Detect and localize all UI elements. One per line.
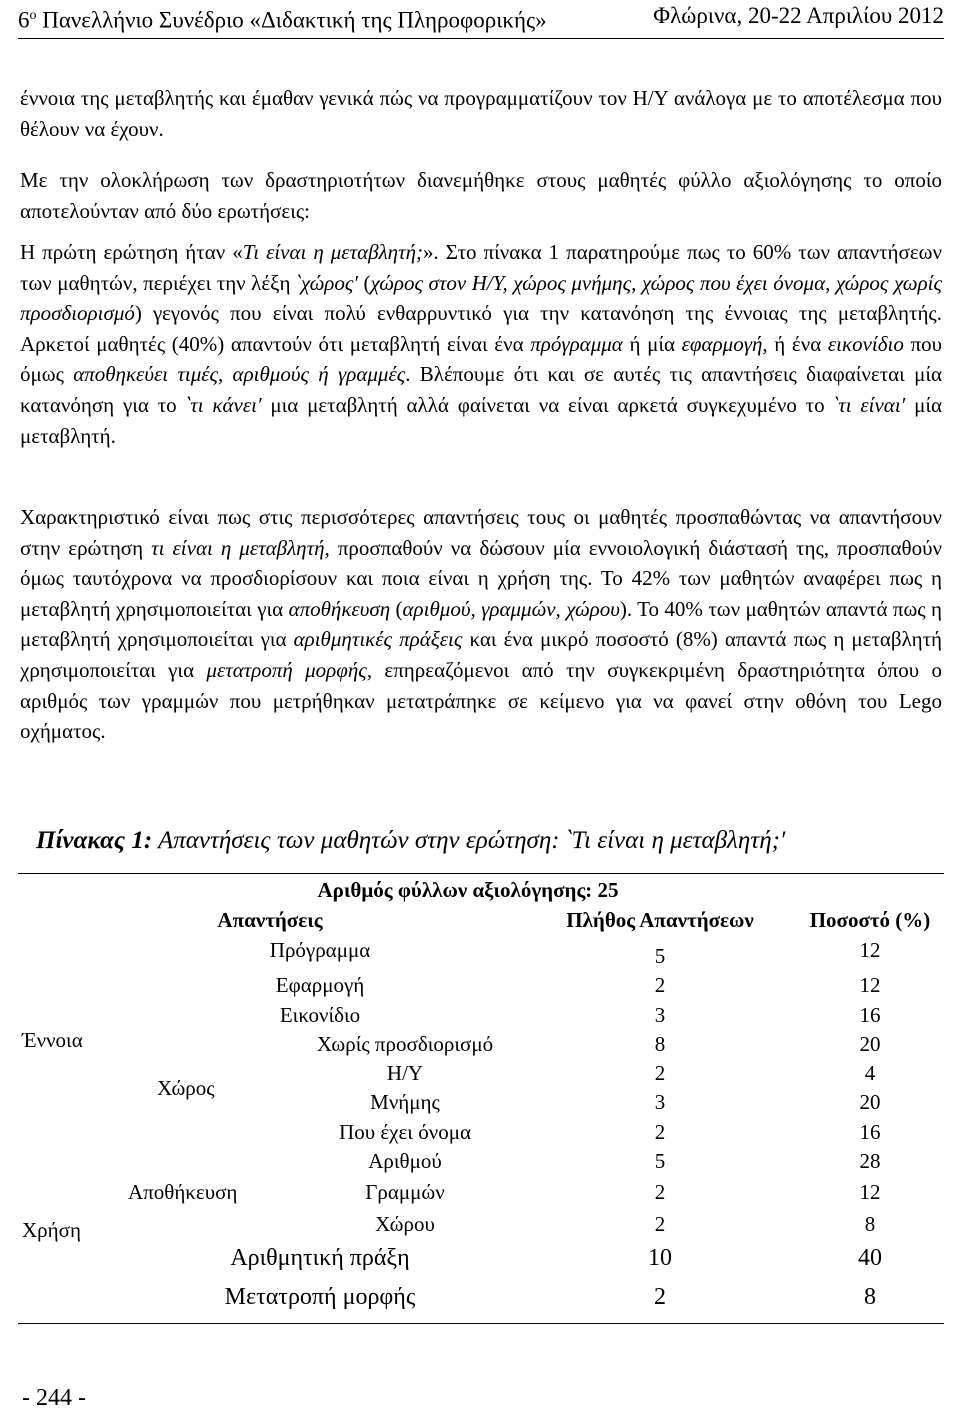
group-use: Χρήση (22, 1218, 81, 1242)
conference-title: $6^o$ Πανελλήνιο Συνέδριο «Διδακτική της Πληροφορικής» (18, 7, 547, 33)
paragraph-4: Χαρακτηριστικό είναι πως στις περισσότερες απαντήσεις τους οι μαθητές προσπαθώντας να απαντήσουν στην ερώτηση τι είναι η μεταβλητή, προσπαθούν να δώσουν μία εννοιολογική διάστασή της, προσπαθούν όμως ταυτόχρονα να προσδιορίσουν και ποια είναι η χρήση της. Το 42% των μαθητών αναφέρει πως η μεταβλητή χρησιμοποιείται για αποθήκευση (αριθμού, γραμμών, χώρου). Το 40% των μαθητών απαντά πως η μεταβλητή χρησιμοποιείται για αριθμητικές πράξεις και ένα μικρό ποσοστό (8%) απαντά πως η μεταβλητή χρησιμοποιείται για μετατροπή μορφής, επηρεαζόμενοι από την συγκεκριμένη δραστηριότητα όπου ο αριθμός των γραμμών που μετρήθηκαν μετατράπηκε σε κείμενο για να φανεί στην οθόνη του Lego οχήματος. (20, 505, 943, 744)
column-header-count: Πλήθος Απαντήσεων (566, 908, 754, 932)
paragraph-1: έννοια της μεταβλητής και έμαθαν γενικά πώς να προγραμματίζουν τον Η/Υ ανάλογα με το αποτέλεσμα που θέλουν να έχουν. (20, 86, 942, 141)
row-percent: 28 (859, 1149, 881, 1173)
page-number: - 244 - (22, 1385, 86, 1411)
group-storage: Αποθήκευση (128, 1180, 238, 1204)
row-percent: 12 (859, 973, 881, 997)
row-count: 2 (654, 1284, 666, 1310)
row-percent: 12 (859, 1180, 881, 1204)
row-count: 3 (654, 1090, 666, 1114)
row-label: Που έχει όνομα (339, 1120, 471, 1144)
row-label: Χωρίς προσδιορισμό (316, 1032, 494, 1056)
row-percent: 20 (859, 1090, 881, 1114)
header-divider (18, 38, 944, 39)
table-caption: Πίνακας 1: Απαντήσεις των μαθητών στην ερώτηση: ‵Τι είναι η μεταβλητή;′ (36, 827, 786, 854)
group-concept: Έννοια (22, 1028, 83, 1052)
column-header-answers: Απαντήσεις (217, 908, 323, 932)
paragraph-3: Η πρώτη ερώτηση ήταν «Τι είναι η μεταβλητή;». Στο πίνακα 1 παρατηρούμε πως το 60% των απαντήσεων των μαθητών, περιέχει την λέξη ‵χώρος′ (χώρος στον Η/Υ, χώρος μνήμης, χώρος που έχει όνομα, χώρος χωρίς προσδιορισμό) γεγονός που είναι πολύ ενθαρρυντικό για την κατανόηση της έννοιας της μεταβλητής. Αρκετοί μαθητές (40%) απαντούν ότι μεταβλητή είναι ένα πρόγραμμα ή μία εφαρμογή, ή ένα εικονίδιο που όμως αποθηκεύει τιμές, αριθμούς ή γραμμές. Βλέπουμε ότι και σε αυτές τις απαντήσεις διαφαίνεται μία κατανόηση για το ‵τι κάνει′ μια μεταβλητή αλλά φαίνεται να είναι αρκετά συγκεχυμένο το ‵τι είναι′ μία μεταβλητή. (20, 240, 942, 448)
column-header-percent: Ποσοστό (%) (809, 908, 931, 932)
row-label: Γραμμών (365, 1180, 445, 1204)
group-space: Χώρος (157, 1076, 215, 1100)
row-count: 2 (654, 973, 666, 997)
table-bottom-border (18, 1323, 944, 1324)
row-label: Μνήμης (370, 1090, 440, 1114)
row-percent: 16 (859, 1120, 881, 1144)
conference-location-date: Φλώρινα, 20-22 Απριλίου 2012 (653, 3, 944, 28)
table-title: Αριθμός φύλλων αξιολόγησης: 25 (317, 878, 619, 902)
row-count: 10 (648, 1245, 672, 1271)
row-label: Η/Υ (386, 1061, 424, 1085)
row-percent: 40 (858, 1245, 882, 1271)
page-header (18, 2, 944, 42)
row-label: Εφαρμογή (275, 973, 365, 997)
row-percent: 8 (864, 1284, 876, 1310)
row-percent: 12 (859, 938, 881, 962)
row-percent: 4 (864, 1061, 876, 1085)
row-count: 2 (654, 1180, 666, 1204)
row-percent: 20 (859, 1032, 881, 1056)
row-count: 5 (654, 944, 666, 968)
paragraph-2: Με την ολοκλήρωση των δραστηριοτήτων διανεμήθηκε στους μαθητές φύλλο αξιολόγησης το οποίο αποτελούνταν από δύο ερωτήσεις: (20, 168, 942, 223)
row-label: Αριθμού (368, 1149, 442, 1173)
row-count: 2 (654, 1061, 666, 1085)
row-label: Εικονίδιο (279, 1003, 361, 1027)
row-count: 8 (654, 1032, 666, 1056)
row-label: Πρόγραμμα (269, 938, 371, 962)
row-count: 3 (654, 1003, 666, 1027)
table-top-border (18, 873, 944, 874)
row-label: Χώρου (375, 1212, 435, 1236)
row-count: 5 (654, 1149, 666, 1173)
row-label: Μετατροπή μορφής (224, 1284, 416, 1310)
row-percent: 16 (859, 1003, 881, 1027)
row-count: 2 (654, 1120, 666, 1144)
row-percent: 8 (864, 1212, 876, 1236)
row-count: 2 (654, 1212, 666, 1236)
row-label: Αριθμητική πράξη (230, 1245, 410, 1271)
